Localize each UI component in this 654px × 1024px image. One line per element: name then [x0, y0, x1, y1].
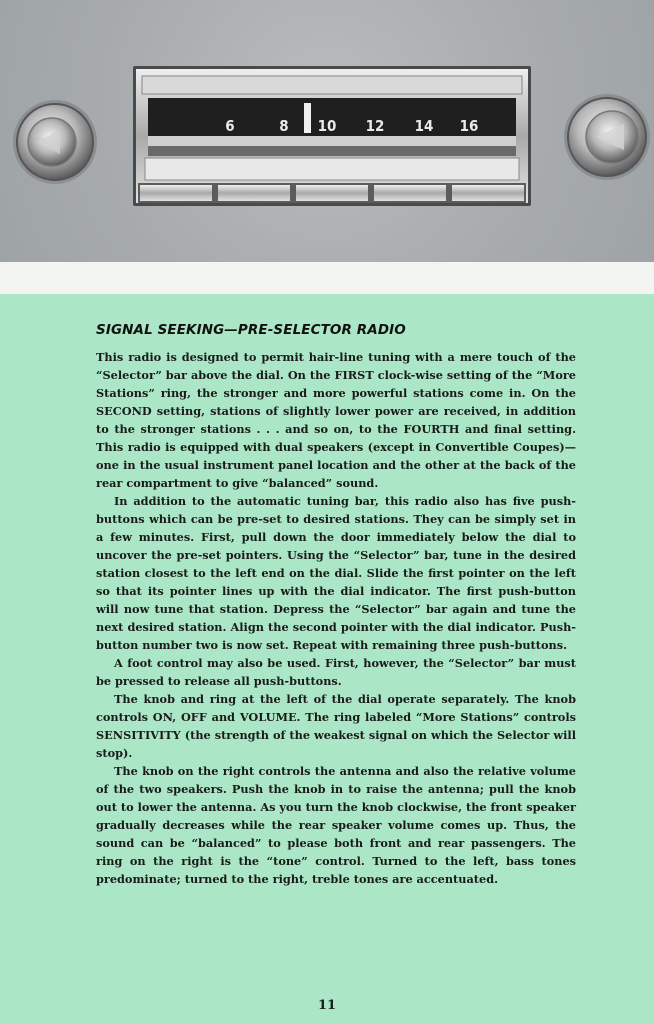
paragraph: A foot control may also be used. First, however, the “Selector” bar must be pressed to release all push-buttons.	[96, 656, 576, 688]
dial-number: 14	[414, 117, 434, 135]
dial-indicator	[304, 103, 311, 133]
paragraph: The knob and ring at the left of the dial operate separately. The knob controls ON, OFF and VOLUME. The ring labeled “More Stations” controls SENSITIVITY (the strength of the weakest signal on which the Selector will stop).	[96, 692, 576, 760]
dial-number: 16	[459, 117, 479, 135]
radio-faceplate	[133, 66, 531, 206]
left-volume-knob	[13, 100, 97, 184]
paragraph: This radio is designed to permit hair-line tuning with a mere touch of the “Selector” bar above the dial. On the FIRST clock-wise setting of the “More Stations” ring, the stronger and more powerful stations come in. On the SECOND setting, stations of slightly lower power are received, in addition to the stronger stations . . . and so on, to the FOURTH and final setting. This radio is equipped with dual speakers (except in Convertible Coupes)—one in the usual instrument panel location and the other at the back of the rear compartment to give “balanced” sound.	[96, 350, 576, 490]
radio-photo	[0, 0, 654, 262]
paragraph: The knob on the right controls the antenna and also the relative volume of the two speakers. Push the knob in to raise the antenna; pull the knob out to lower the antenna. As you turn the knob clockwise, the front speaker gradually decreases while the rear speaker volume comes up. Thus, the sound can be “balanced” to please both front and rear passengers. The ring on the right is the “tone” control. Turned to the left, bass tones predominate; turned to the right, treble tones are accentuated.	[96, 764, 576, 886]
divider-band	[0, 262, 654, 294]
dial-number: 12	[365, 117, 385, 135]
right-tone-knob	[564, 94, 650, 180]
radio-illustration	[0, 0, 654, 262]
section-title: SIGNAL SEEKING—PRE-SELECTOR RADIO	[96, 322, 406, 338]
dial-number: 10	[317, 117, 337, 135]
section-body	[96, 348, 576, 888]
dial-number: 6	[225, 117, 235, 135]
page-number: 11	[317, 998, 337, 1013]
dial-number: 8	[279, 117, 289, 135]
paragraph: In addition to the automatic tuning bar, this radio also has five push-buttons which can be pre-set to desired stations. They can be simply set in a few minutes. First, pull down the door immediately below the dial to uncover the pre-set pointers. Using the “Selector” bar, tune in the desired station closest to the left end on the dial. Slide the first pointer on the left so that its pointer lines up with the dial indicator. The first push-button will now tune that station. Depress the “Selector” bar again and tune the next desired station. Align the second pointer with the dial indicator. Push-button number two is now set. Repeat with remaining three push-buttons.	[96, 494, 576, 652]
